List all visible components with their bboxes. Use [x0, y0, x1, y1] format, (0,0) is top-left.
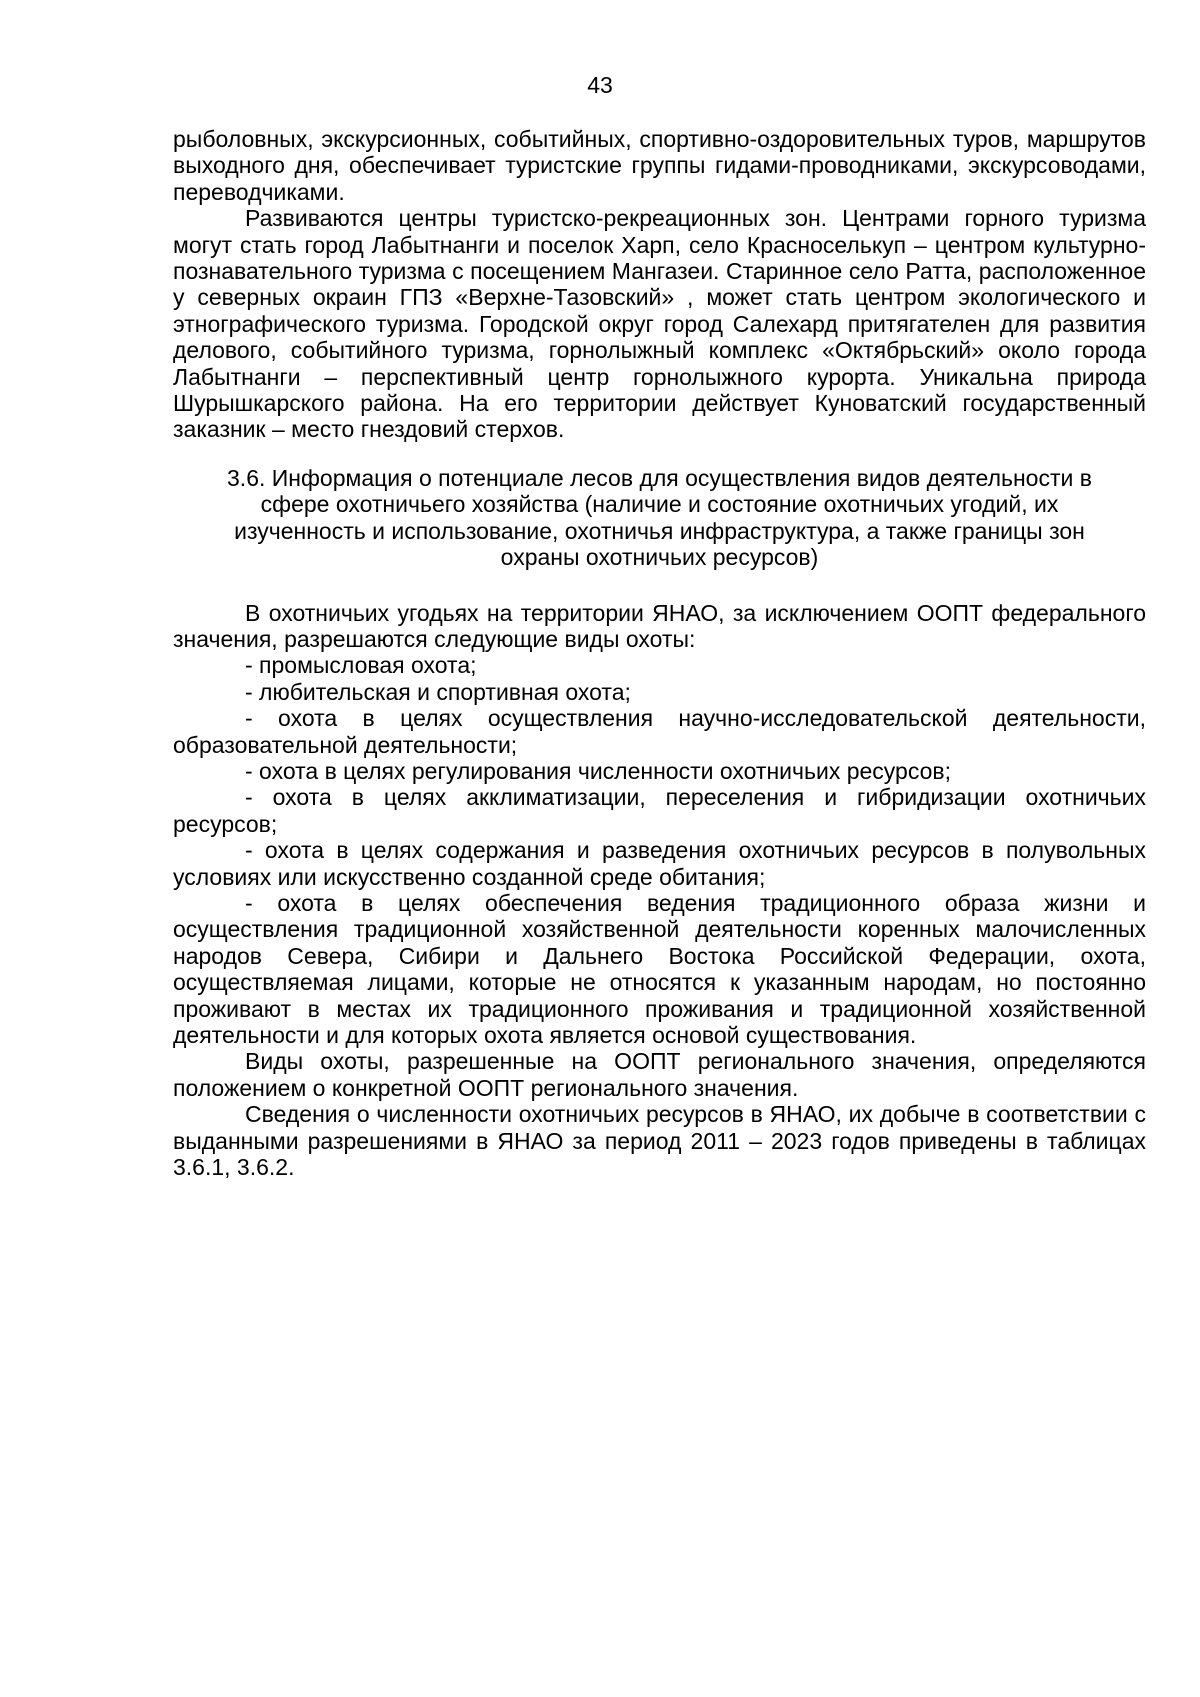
- paragraph-recreation-centers: Развиваются центры туристско-рекреационных зон. Центрами горного туризма могут стать город Лабытнанги и поселок Харп, село Красноселькуп – центром культурно-познавательного туризма с посещением Мангазеи. Старинное село Ратта, расположенное у северных окраин ГПЗ «Верхне-Тазовский» , может стать центром экологического и этнографического туризма. Городской округ город Салехард притягателен для развития делового, событийного туризма, горнолыжный комплекс «Октябрьский» около города Лабытнанги – перспективный центр горнолыжного курорта. Уникальна природа Шурышкарского района. На его территории действует Куноватский государственный заказник – место гнездовий стерхов.: [173, 205, 1146, 443]
- paragraph-tables-reference: Сведения о численности охотничьих ресурсов в ЯНАО, их добыче в соответствии с выданными разрешениями в ЯНАО за период 2011 – 2023 годов приведены в таблицах 3.6.1, 3.6.2.: [173, 1101, 1146, 1181]
- list-item-commercial-hunting: - промысловая охота;: [245, 652, 477, 679]
- paragraph-hunting-intro: В охотничьих угодьях на территории ЯНАО, за исключением ООПТ федерального значения, разрешаются следующие виды охоты:: [173, 599, 1146, 652]
- document-body: [173, 126, 1146, 1180]
- list-item-regulation-hunting: - охота в целях регулирования численности охотничьих ресурсов;: [245, 757, 951, 784]
- page-number: 43: [587, 72, 613, 98]
- paragraph-tours-continuation: рыболовных, экскурсионных, событийных, спортивно-оздоровительных туров, маршрутов выходного дня, обеспечивает туристские группы гидами-проводниками, экскурсоводами, переводчиками.: [173, 126, 1146, 205]
- list-item-breeding-hunting: - охота в целях содержания и разведения охотничьих ресурсов в полувольных условиях или искусственно созданной среде обитания;: [173, 837, 1146, 890]
- list-item-acclimatization-hunting: - охота в целях акклиматизации, переселения и гибридизации охотничьих ресурсов;: [173, 784, 1146, 837]
- list-item-amateur-hunting: - любительская и спортивная охота;: [245, 678, 631, 705]
- list-item-research-hunting: - охота в целях осуществления научно-исследовательской деятельности, образовательной деятельности;: [173, 705, 1146, 758]
- list-item-traditional-hunting: - охота в целях обеспечения ведения традиционного образа жизни и осуществления традиционной хозяйственной деятельности коренных малочисленных народов Севера, Сибири и Дальнего Востока Российской Федерации, охота, осуществляемая лицами, которые не относятся к указанным народам, но постоянно проживают в местах их традиционного проживания и традиционной хозяйственной деятельности и для которых охота является основой существования.: [173, 889, 1146, 1048]
- paragraph-regional-oopt: Виды охоты, разрешенные на ООПТ регионального значения, определяются положением о конкретной ООПТ регионального значения.: [173, 1048, 1146, 1101]
- section-heading: 3.6. Информация о потенциале лесов для осуществления видов деятельности в сфере охотничьего хозяйства (наличие и состояние охотничьих угодий, их изученность и использование, охотничья инфраструктура, а также границы зон охраны охотничьих ресурсов): [227, 464, 1092, 571]
